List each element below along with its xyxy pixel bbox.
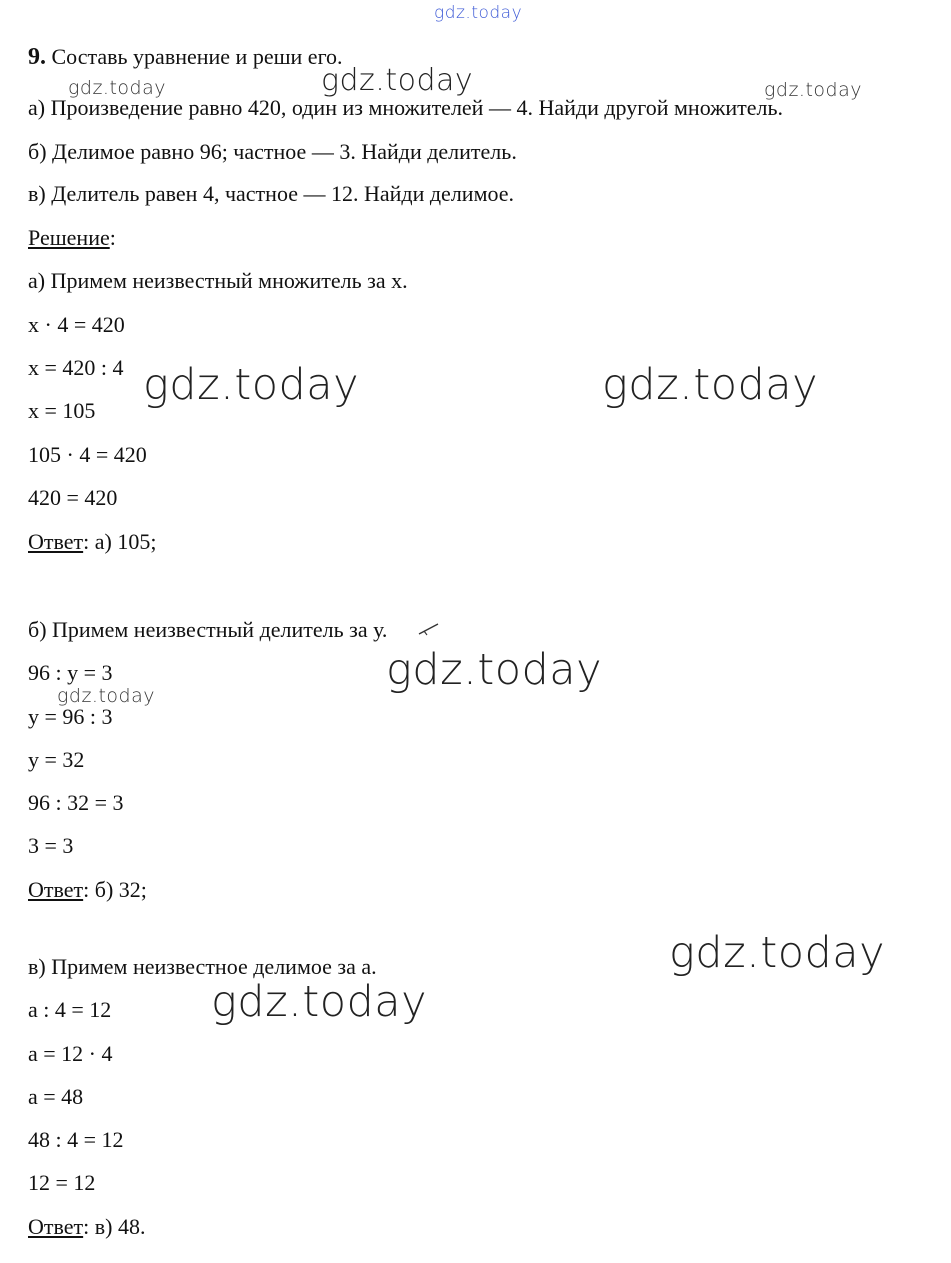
watermark: gdz.today <box>57 685 155 707</box>
equation-line: 48 : 4 = 12 <box>28 1127 124 1152</box>
task-item: б) Делимое равно 96; частное — 3. Найди делитель. <box>28 139 517 164</box>
equation-line: а = 48 <box>28 1084 84 1109</box>
equation-line: х = 105 <box>28 398 96 423</box>
watermark: gdz.today <box>211 977 428 1027</box>
task-item: в) Делитель равен 4, частное — 12. Найди делимое. <box>28 181 515 206</box>
watermark: gdz.today <box>68 77 166 99</box>
watermark: gdz.today <box>669 928 886 978</box>
answer-line <box>28 1214 145 1240</box>
answer-line <box>28 529 156 555</box>
watermark: gdz.today <box>764 79 862 101</box>
watermark: gdz.today <box>143 360 360 410</box>
task-item: а) Произведение равно 420, один из множителей — 4. Найди другой множитель. <box>28 95 784 120</box>
pencil-mark-icon <box>418 622 440 636</box>
solution-label-colon: : <box>109 225 116 250</box>
equation-line: 420 = 420 <box>28 485 118 510</box>
task-number: 9. <box>28 44 46 70</box>
task-title: Составь уравнение и реши его. <box>51 44 343 69</box>
answer-label: Ответ <box>28 529 84 554</box>
equation-line: х = 420 : 4 <box>28 355 124 380</box>
solution-intro: в) Примем неизвестное делимое за а. <box>28 954 377 979</box>
watermark: gdz.today <box>321 63 474 98</box>
equation-line: а = 12 · 4 <box>28 1041 113 1066</box>
answer-value: : в) 48. <box>83 1214 146 1239</box>
answer-value: : б) 32; <box>83 877 147 902</box>
equation-line: у = 96 : 3 <box>28 704 113 729</box>
equation-line: 96 : 32 = 3 <box>28 790 124 815</box>
answer-value: : а) 105; <box>83 529 157 554</box>
watermark: gdz.today <box>386 645 603 695</box>
watermark-top: gdz.today <box>434 3 523 23</box>
equation-line: 12 = 12 <box>28 1170 96 1195</box>
solution-intro: а) Примем неизвестный множитель за х. <box>28 268 408 293</box>
equation-line: 3 = 3 <box>28 833 74 858</box>
answer-label: Ответ <box>28 1214 84 1239</box>
equation-line: а : 4 = 12 <box>28 997 112 1022</box>
solution-label: Решение <box>28 225 110 250</box>
equation-line: 105 · 4 = 420 <box>28 442 147 467</box>
watermark: gdz.today <box>602 360 819 410</box>
task-heading <box>28 44 343 70</box>
equation-line: 96 : у = 3 <box>28 660 113 685</box>
solution-heading <box>28 225 116 251</box>
answer-line <box>28 877 147 903</box>
solution-intro: б) Примем неизвестный делитель за у. <box>28 617 388 642</box>
answer-label: Ответ <box>28 877 84 902</box>
equation-line: у = 32 <box>28 747 85 772</box>
equation-line: х · 4 = 420 <box>28 312 125 337</box>
